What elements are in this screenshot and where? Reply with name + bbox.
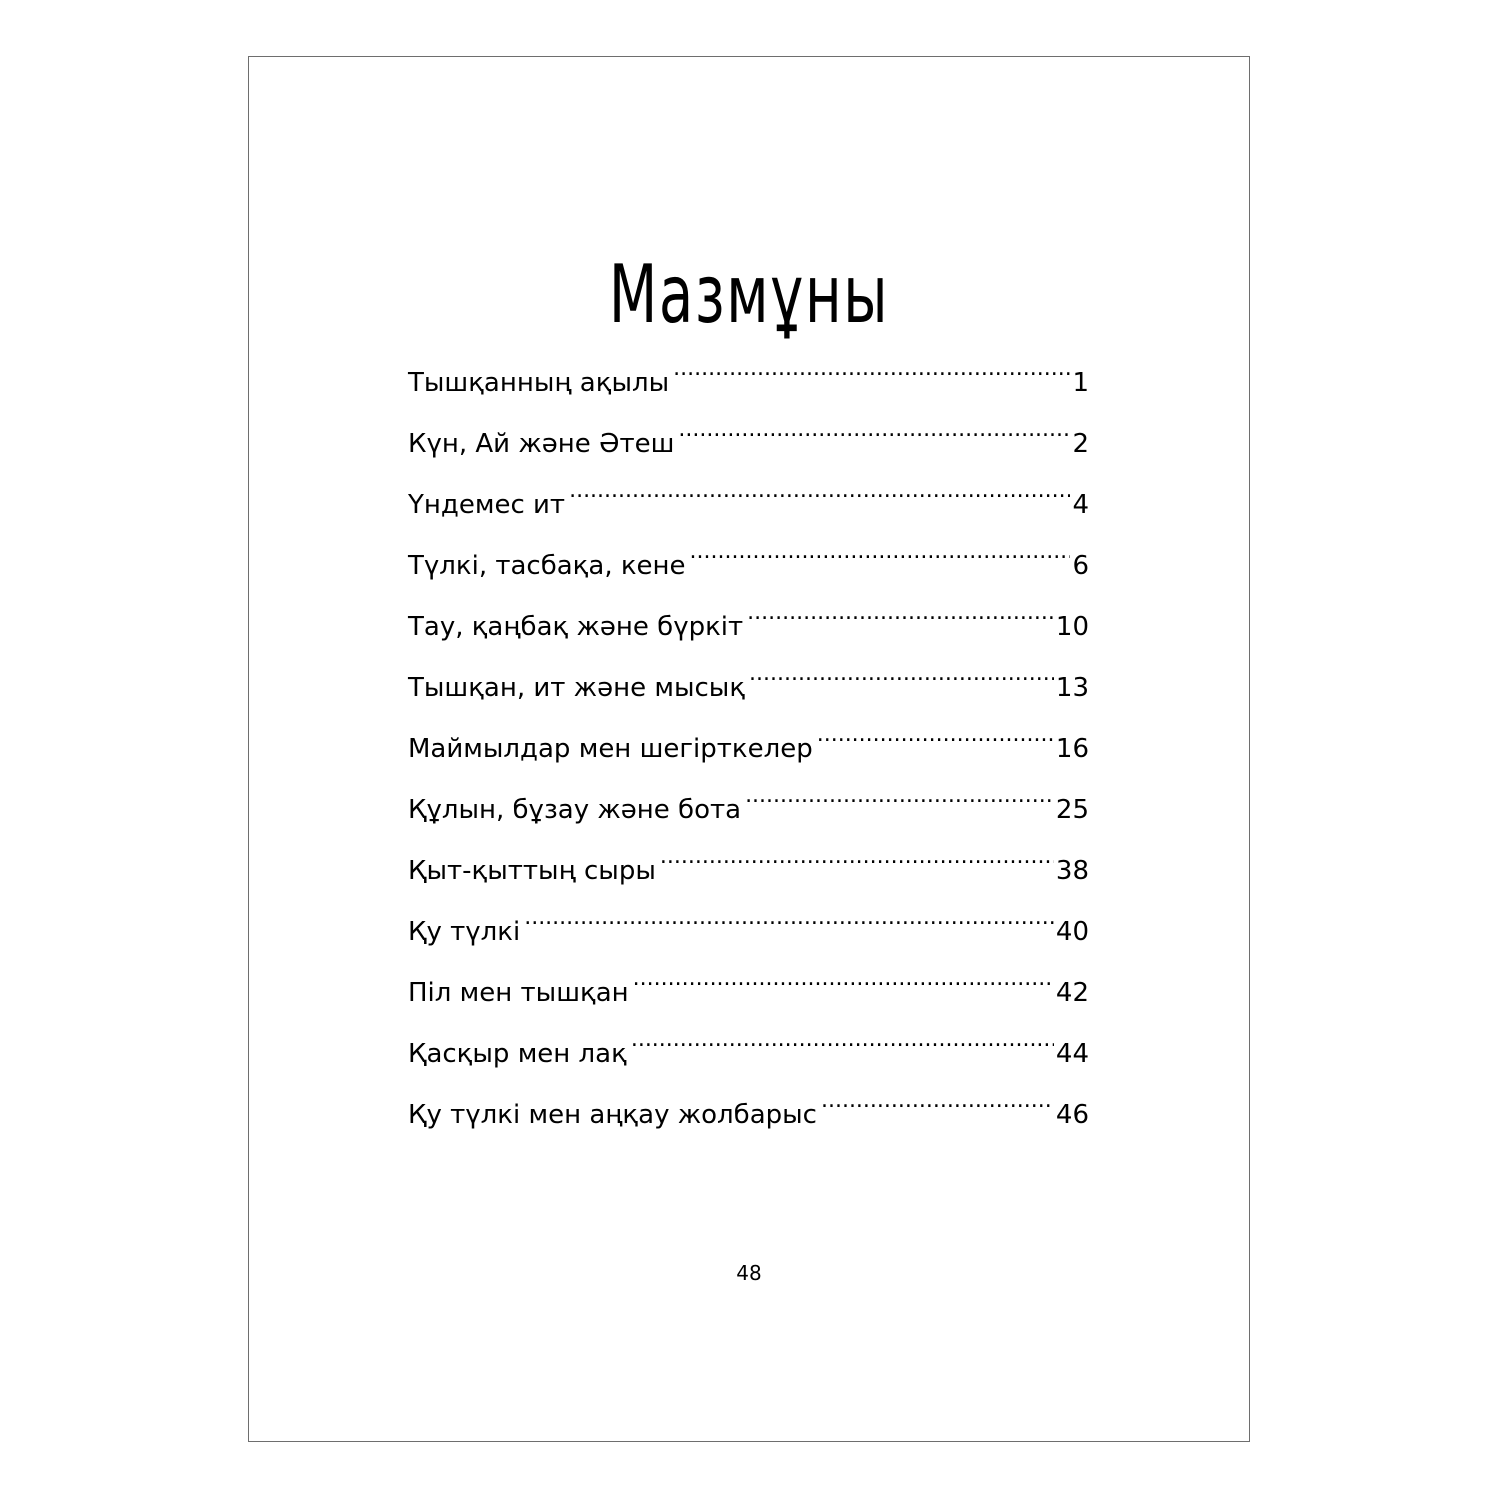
toc-entry-title: Қасқыр мен лақ xyxy=(408,1039,627,1069)
toc-entry[interactable] xyxy=(408,469,1089,520)
toc-entry-title: Күн, Ай және Әтеш xyxy=(408,429,675,459)
toc-entry-title: Піл мен тышқан xyxy=(408,978,629,1008)
toc-entry[interactable] xyxy=(408,347,1089,398)
toc-dot-leader xyxy=(749,652,1054,696)
toc-entry[interactable] xyxy=(408,957,1089,1008)
toc-entry-title: Тышқан, ит және мысық xyxy=(408,673,746,703)
toc-entry[interactable] xyxy=(408,896,1089,947)
toc-entry[interactable] xyxy=(408,835,1089,886)
toc-entry-title: Тышқанның ақылы xyxy=(408,368,670,398)
toc-dot-leader xyxy=(678,408,1070,452)
toc-entry[interactable] xyxy=(408,530,1089,581)
toc-dot-leader xyxy=(631,1018,1054,1062)
toc-entry-page: 44 xyxy=(1055,1039,1089,1069)
toc-entry-page: 2 xyxy=(1072,429,1089,459)
toc-entry-page: 46 xyxy=(1055,1100,1089,1130)
toc-dot-leader xyxy=(673,347,1070,391)
toc-entry-title: Тау, қаңбақ және бүркіт xyxy=(408,612,744,642)
page-number: 48 xyxy=(736,1261,762,1285)
toc-dot-leader xyxy=(524,896,1054,940)
toc-dot-leader xyxy=(817,713,1054,757)
toc-entry-title: Маймылдар мен шегірткелер xyxy=(408,734,813,764)
toc-dot-leader xyxy=(747,591,1054,635)
toc-dot-leader xyxy=(569,469,1070,513)
toc-entry-title: Үндемес ит xyxy=(408,490,566,520)
toc-entry-page: 1 xyxy=(1072,368,1089,398)
toc-dot-leader xyxy=(745,774,1054,818)
toc-dot-leader xyxy=(660,835,1054,879)
toc-entry-page: 25 xyxy=(1055,795,1089,825)
toc-entry-title: Құлын, бұзау және бота xyxy=(408,795,742,825)
toc-entry[interactable] xyxy=(408,713,1089,764)
toc-dot-leader xyxy=(821,1079,1054,1123)
toc-entry-page: 40 xyxy=(1055,917,1089,947)
toc-entry[interactable] xyxy=(408,1018,1089,1069)
toc-entry-title: Қыт-қыттың сыры xyxy=(408,856,656,886)
toc-entry[interactable] xyxy=(408,652,1089,703)
toc-entry-page: 6 xyxy=(1072,551,1089,581)
toc-entry-page: 38 xyxy=(1055,856,1089,886)
toc-entry-title: Қу түлкі мен аңқау жолбарыс xyxy=(408,1100,817,1130)
toc-entry-page: 10 xyxy=(1055,612,1089,642)
toc-entry-page: 13 xyxy=(1055,673,1089,703)
toc-entry-title: Түлкі, тасбақа, кене xyxy=(408,551,686,581)
toc-entry[interactable] xyxy=(408,591,1089,642)
toc-entry[interactable] xyxy=(408,408,1089,459)
page-title: Мазмұны xyxy=(608,248,890,341)
toc-dot-leader xyxy=(690,530,1071,574)
book-page xyxy=(248,56,1250,1442)
toc-dot-leader xyxy=(633,957,1054,1001)
toc-entry-page: 4 xyxy=(1072,490,1089,520)
toc-entry-page: 16 xyxy=(1055,734,1089,764)
toc-entry[interactable] xyxy=(408,1079,1089,1130)
toc-entry-title: Қу түлкі xyxy=(408,917,521,947)
toc-entry[interactable] xyxy=(408,774,1089,825)
toc-entry-page: 42 xyxy=(1055,978,1089,1008)
